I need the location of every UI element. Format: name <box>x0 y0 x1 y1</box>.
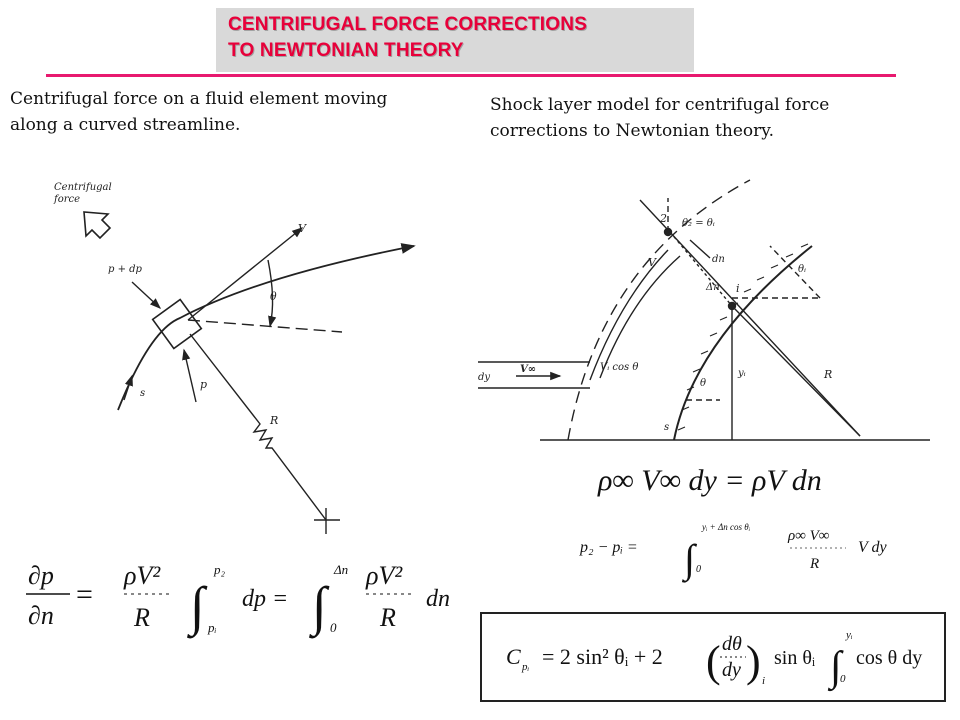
rho-v2-numerator-1: ρV² <box>124 561 161 590</box>
body-hatching <box>678 244 808 430</box>
cp-lhs: C <box>506 644 521 669</box>
radius-line <box>190 334 326 520</box>
streamline-curve <box>118 246 414 410</box>
right-caption-line-2: corrections to Newtonian theory. <box>490 121 775 141</box>
momentum-equation <box>26 561 450 639</box>
dn-line <box>690 240 710 258</box>
right-caption-line-1: Shock layer model for centrifugal force <box>490 95 830 115</box>
integral-2-lower: 0 <box>330 620 337 635</box>
streamline-2 <box>600 256 680 378</box>
integral-sign-1: ∫ <box>190 576 205 636</box>
left-figure-labels <box>53 182 307 427</box>
pressure-top-arrow <box>132 282 160 308</box>
fluid-element <box>153 299 202 348</box>
point-2-marker <box>665 229 672 236</box>
delta-n-line <box>670 232 732 306</box>
theta-i-label: θᵢ <box>798 264 807 275</box>
velocity-vector <box>188 228 302 320</box>
left-paren: ( <box>706 637 721 686</box>
v-cos-label: Vᵢ cos θ <box>600 362 639 373</box>
cos-term: cos θ dy <box>856 647 923 669</box>
momentum-equals-1: = <box>76 578 93 611</box>
integral-1-lower: pᵢ <box>208 620 217 635</box>
dy-denominator: dy <box>722 659 741 681</box>
body-surface <box>674 246 812 440</box>
shock-wave <box>568 180 750 440</box>
dn-term: dn <box>426 586 450 612</box>
dy-label: dy <box>478 372 491 383</box>
s-label: s <box>664 422 670 433</box>
arc-arrow <box>124 376 132 400</box>
centrifugal-force-arrow <box>84 212 110 238</box>
cp-subscript: pᵢ <box>522 661 530 673</box>
r-denominator-2: R <box>380 603 396 632</box>
slide-title-line-1: CENTRIFUGAL FORCE CORRECTIONS <box>228 14 588 35</box>
dtheta-numerator: dθ <box>722 633 742 655</box>
left-caption-line-2: along a curved streamline. <box>10 115 241 135</box>
left-caption-line-1: Centrifugal force on a fluid element moving <box>10 89 388 109</box>
arc-label: s <box>140 388 146 399</box>
tangent-reference-line <box>188 320 342 332</box>
radius-line-right <box>732 306 860 436</box>
theta-top-label: θ₂ = θᵢ <box>682 218 715 229</box>
dp-term: dp = <box>242 586 289 612</box>
integral-1-upper: p₂ <box>214 562 226 577</box>
pressure-lhs: p₂ − pᵢ = <box>580 539 638 556</box>
pressure-bottom-label: p <box>200 378 208 391</box>
integral-3-lower: 0 <box>840 673 846 685</box>
pressure-lower-limit: 0 <box>696 564 701 575</box>
radius-label: R <box>270 414 279 427</box>
velocity-label: V <box>298 222 306 235</box>
rho-v2-numerator-2: ρV² <box>366 561 403 590</box>
pressure-tail: V dy <box>858 539 887 556</box>
right-figure-labels <box>478 212 832 433</box>
point-i-label: i <box>736 282 740 295</box>
slide-title-line-2: TO NEWTONIAN THEORY <box>228 40 464 61</box>
radius-label-right: R <box>824 368 833 381</box>
pressure-integral-sign: ∫ <box>684 536 695 581</box>
centrifugal-label-1: Centrifugal <box>54 182 112 193</box>
pressure-difference-equation <box>579 522 887 583</box>
pressure-upper-limit: yᵢ + Δn cos θᵢ <box>702 522 751 532</box>
dpdn-numerator: ∂p <box>28 561 54 590</box>
streamline-1 <box>590 250 668 380</box>
pressure-top-label: p + dp <box>108 264 142 275</box>
cp-middle: = 2 sin² θᵢ + 2 <box>542 644 663 669</box>
theta-i-tangent <box>770 246 820 298</box>
v-left-label: V <box>648 256 656 269</box>
integral-3-upper: yᵢ <box>846 629 853 641</box>
sin-term: sin θᵢ <box>774 647 816 669</box>
mass-flow-equation: ρ∞ V∞ dy = ρV dn <box>598 464 822 497</box>
v-inf-label: V∞ <box>520 364 537 375</box>
yi-label: yᵢ <box>738 368 746 379</box>
point-i-marker <box>729 303 736 310</box>
integral-sign-3: ∫ <box>830 644 842 690</box>
normal-line <box>640 200 860 436</box>
integral-sign-2: ∫ <box>312 576 327 636</box>
pressure-numerator: ρ∞ V∞ <box>788 528 830 544</box>
left-figure <box>84 212 414 534</box>
integral-2-upper: Δn <box>334 562 349 577</box>
dpdn-denominator: ∂n <box>28 601 54 630</box>
paren-subscript: i <box>762 675 766 687</box>
point-2-label: 2 <box>660 212 667 225</box>
theta-mid-label: θ <box>700 378 707 389</box>
r-denominator-1: R <box>134 603 150 632</box>
pressure-coefficient-equation <box>506 629 922 692</box>
delta-n-label: Δn <box>706 282 720 293</box>
right-paren: ) <box>746 637 761 686</box>
angle-label: θ <box>270 290 277 303</box>
pressure-bottom-arrow <box>184 350 196 402</box>
centrifugal-label-2: force <box>54 194 81 205</box>
pressure-denominator: R <box>810 556 820 572</box>
dn-label: dn <box>712 254 725 265</box>
